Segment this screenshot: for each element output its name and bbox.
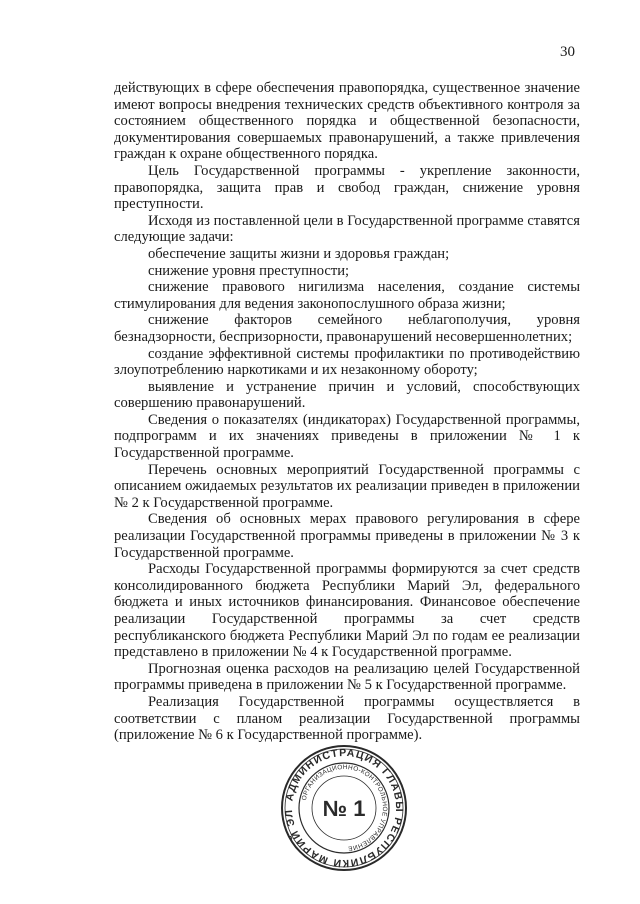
svg-text:ОРГАНИЗАЦИОННО-КОНТРОЛЬНОЕ УПР: ОРГАНИЗАЦИОННО-КОНТРОЛЬНОЕ УПРАВЛЕНИЕ xyxy=(300,763,389,852)
paragraph: Прогнозная оценка расходов на реализацию целей Государственной программы приведена в приложении № 5 к Государственной программе. xyxy=(114,660,580,694)
paragraph: Сведения об основных мерах правового регулирования в сфере реализации Государственной программы приведены в приложении № 3 к Государственной программе. xyxy=(114,511,580,561)
paragraph: Сведения о показателях (индикаторах) Государственной программы, подпрограмм и их значениях приведены в приложении № 1 к Государственной программе. xyxy=(114,411,580,462)
stamp-seal-icon xyxy=(280,744,408,872)
task-item: снижение факторов семейного неблагополучия, уровня безнадзорности, беспризорности, правонарушений несовершеннолетних; xyxy=(114,312,580,345)
task-item: снижение правового нигилизма населения, создание системы стимулирования для ведения законопослушного образа жизни; xyxy=(114,279,580,312)
task-item: выявление и устранение причин и условий, способствующих совершению правонарушений. xyxy=(114,378,580,412)
paragraph: Перечень основных мероприятий Государственной программы с описанием ожидаемых результатов их реализации приведен в приложении № 2 к Государственной программе. xyxy=(114,461,580,511)
paragraph: Исходя из поставленной цели в Государственной программе ставятся следующие задачи: xyxy=(114,212,580,246)
task-item: обеспечение защиты жизни и здоровья граждан; xyxy=(148,245,450,262)
paragraph: действующих в сфере обеспечения правопорядка, существенное значение имеют вопросы внедрения технических средств объективного контроля за состоянием общественного порядка и общественной безопасности, документирования совершаемых правонарушений, а также привлечения граждан к охране общественного порядка. xyxy=(114,80,580,163)
paragraph: Реализация Государственной программы осуществляется в соответствии с планом реализации Государственной программы (приложение № 6 к Государственной программе). xyxy=(114,693,580,744)
official-stamp xyxy=(280,744,408,872)
document-body xyxy=(114,80,580,744)
paragraph: Цель Государственной программы - укрепление законности, правопорядка, защита прав и свобод граждан, снижение уровня преступности. xyxy=(114,162,580,213)
task-item: создание эффективной системы профилактики по противодействию злоупотреблению наркотиками и их незаконному обороту; xyxy=(114,345,580,379)
task-item: снижение уровня преступности; xyxy=(148,262,350,279)
svg-text:АДМИНИСТРАЦИЯ ГЛАВЫ РЕСПУБЛИКИ: АДМИНИСТРАЦИЯ ГЛАВЫ РЕСПУБЛИКИ МАРИЙ ЭЛ xyxy=(282,746,406,870)
page-number: 30 xyxy=(560,44,575,60)
svg-text:№ 1: № 1 xyxy=(322,796,366,821)
paragraph: Расходы Государственной программы формируются за счет средств консолидированного бюджета Республики Марий Эл, федерального бюджета и иных источников финансирования. Финансовое обеспечение реализации Государственной программы за счет средств республиканского бюджета Республики Марий Эл по годам ее реализации представлено в приложении № 4 к Государственной программе. xyxy=(114,561,580,661)
